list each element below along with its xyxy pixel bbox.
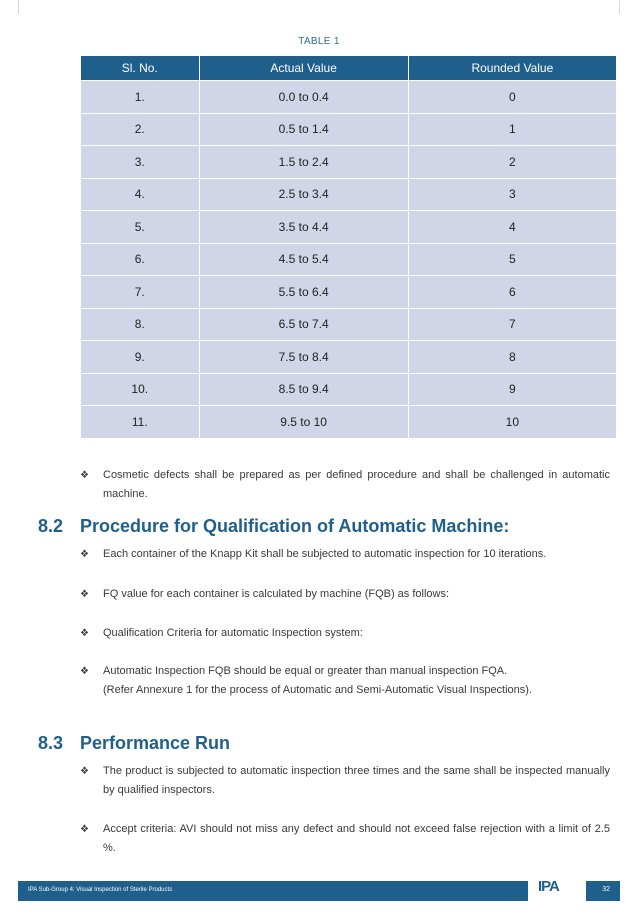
bullet-text: Automatic Inspection FQB should be equal or greater than manual inspection FQA. [103, 665, 508, 677]
section-heading-8-3 [38, 733, 230, 754]
header-sl-no: Sl. No. [81, 56, 199, 81]
table-header-row [81, 56, 616, 81]
table-row [81, 406, 616, 438]
page-number: 32 [602, 886, 610, 893]
table-caption: TABLE 1 [298, 36, 340, 47]
cell-actual-value: 9.5 to 10 [199, 406, 408, 438]
cell-rounded-value: 3 [408, 178, 616, 211]
cell-actual-value: 4.5 to 5.4 [199, 243, 408, 276]
cell-sl-no: 2. [81, 113, 199, 146]
cell-rounded-value: 0 [408, 81, 616, 114]
diamond-bullet-icon: ❖ [80, 628, 89, 639]
diamond-bullet-icon: ❖ [80, 589, 89, 600]
crop-mark-right [619, 0, 620, 14]
diamond-bullet-icon: ❖ [80, 766, 89, 777]
table-row [81, 276, 616, 309]
cell-actual-value: 0.0 to 0.4 [199, 81, 408, 114]
section-8-2-bullet [80, 624, 610, 643]
logo-text: IPA [538, 878, 559, 895]
section-heading-8-2 [38, 516, 509, 537]
cell-sl-no: 1. [81, 81, 199, 114]
table-row [81, 341, 616, 374]
table-row [81, 373, 616, 406]
cell-actual-value: 5.5 to 6.4 [199, 276, 408, 309]
diamond-bullet-icon: ❖ [80, 470, 89, 481]
diamond-bullet-icon: ❖ [80, 549, 89, 560]
cell-rounded-value: 8 [408, 341, 616, 374]
page-footer [18, 878, 620, 901]
bullet-text: Each container of the Knapp Kit shall be subjected to automatic inspection for 10 iterations. [103, 548, 547, 560]
section-title: Procedure for Qualification of Automatic Machine: [80, 516, 510, 536]
cell-actual-value: 0.5 to 1.4 [199, 113, 408, 146]
bullet-text: The product is subjected to automatic inspection three times and the same shall be inspected manually by qualified inspectors. [103, 765, 610, 796]
cell-actual-value: 8.5 to 9.4 [199, 373, 408, 406]
cell-rounded-value: 5 [408, 243, 616, 276]
section-8-2-bullet [80, 585, 610, 604]
section-8-3-bullet [80, 820, 610, 858]
cell-sl-no: 3. [81, 146, 199, 179]
cell-actual-value: 3.5 to 4.4 [199, 211, 408, 244]
cell-actual-value: 2.5 to 3.4 [199, 178, 408, 211]
cell-sl-no: 6. [81, 243, 199, 276]
section-title: Performance Run [80, 733, 231, 753]
footer-text: IPA Sub-Group 4: Visual Inspection of Sterile Products [28, 887, 173, 893]
table-row [81, 243, 616, 276]
cell-sl-no: 10. [81, 373, 199, 406]
cell-sl-no: 9. [81, 341, 199, 374]
cell-sl-no: 8. [81, 308, 199, 341]
cell-actual-value: 1.5 to 2.4 [199, 146, 408, 179]
bullet-text: Cosmetic defects shall be prepared as per defined procedure and shall be challenged in automatic machine. [103, 469, 610, 500]
cell-rounded-value: 9 [408, 373, 616, 406]
rounding-table [81, 56, 616, 438]
header-rounded-value: Rounded Value [408, 56, 616, 81]
cell-rounded-value: 6 [408, 276, 616, 309]
cell-actual-value: 6.5 to 7.4 [199, 308, 408, 341]
cell-rounded-value: 2 [408, 146, 616, 179]
cell-actual-value: 7.5 to 8.4 [199, 341, 408, 374]
cell-rounded-value: 1 [408, 113, 616, 146]
crop-mark-left [18, 0, 19, 14]
section-number: 8.2 [38, 516, 64, 536]
table-row [81, 81, 616, 114]
bullet-note: (Refer Annexure 1 for the process of Automatic and Semi-Automatic Visual Inspections). [103, 684, 533, 696]
section-8-3-bullet [80, 762, 610, 800]
diamond-bullet-icon: ❖ [80, 824, 89, 835]
section-number: 8.3 [38, 733, 64, 753]
section-8-2-bullet [80, 545, 610, 564]
section-8-2-bullet [80, 662, 610, 700]
diamond-bullet-icon: ❖ [80, 666, 89, 677]
cell-rounded-value: 4 [408, 211, 616, 244]
bullet-text: FQ value for each container is calculated by machine (FQB) as follows: [103, 588, 450, 600]
table-row [81, 178, 616, 211]
cell-sl-no: 4. [81, 178, 199, 211]
cell-sl-no: 5. [81, 211, 199, 244]
table-row [81, 146, 616, 179]
cell-rounded-value: 10 [408, 406, 616, 438]
cell-rounded-value: 7 [408, 308, 616, 341]
bullet-text: Accept criteria: AVI should not miss any defect and should not exceed false rejection with a limit of 2.5 %. [103, 823, 610, 854]
ipa-logo [528, 877, 586, 901]
cell-sl-no: 7. [81, 276, 199, 309]
cell-sl-no: 11. [81, 406, 199, 438]
table-row [81, 308, 616, 341]
table-row [81, 211, 616, 244]
bullet-text: Qualification Criteria for automatic Inspection system: [103, 627, 363, 639]
table-row [81, 113, 616, 146]
header-actual-value: Actual Value [199, 56, 408, 81]
intro-bullet [80, 466, 610, 504]
